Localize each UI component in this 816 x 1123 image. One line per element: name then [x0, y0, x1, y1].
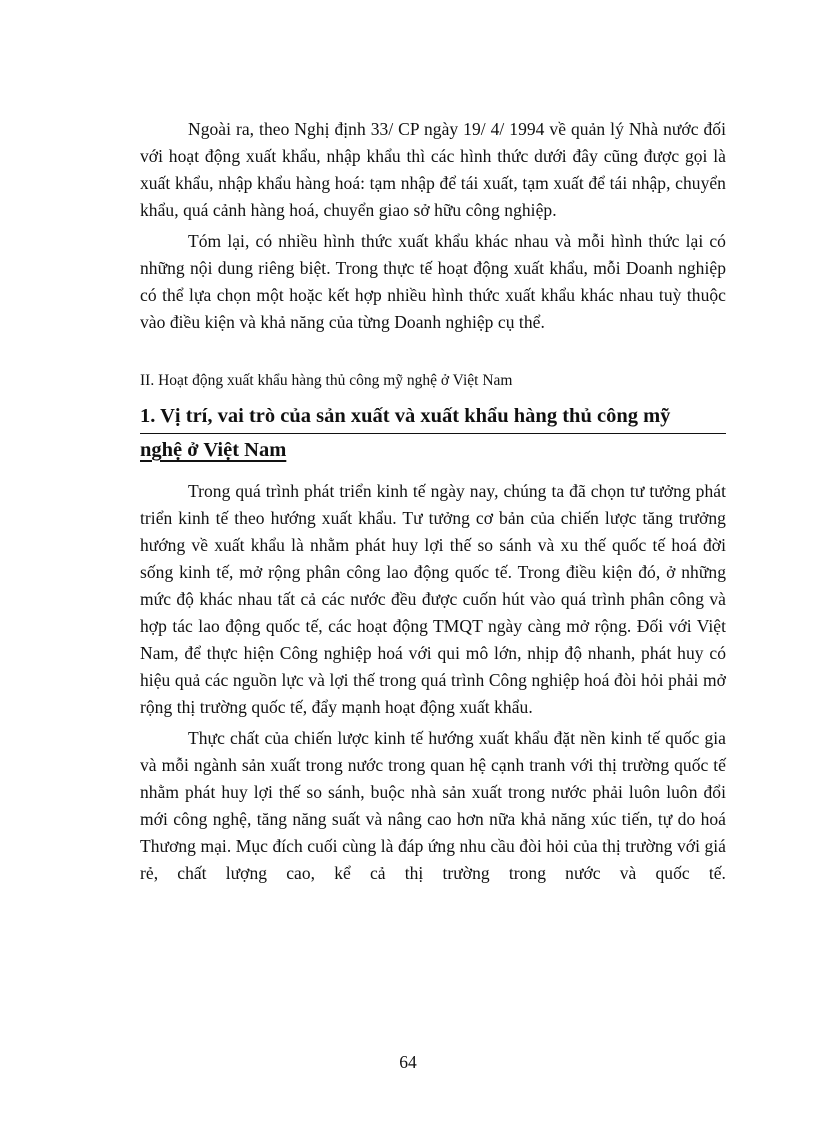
paragraph-export-strategy: Trong quá trình phát triển kinh tế ngày nay, chúng ta đã chọn tư tưởng phát triển kinh tế theo hướng xuất khẩu. Tư tưởng cơ bản của chiến lược tăng trưởng hướng về xuất khẩu là nhằm phát huy lợi thế so sánh và xu thế quốc tế hoá đời sống kinh tế, mở rộng phân công lao động quốc tế. Trong điều kiện đó, ở những mức độ khác nhau tất cả các nước đều được cuốn hút vào quá trình phân công và hợp tác lao động quốc tế, các hoạt động TMQT ngày càng mở rộng. Đối với Việt Nam, để thực hiện Công nghiệp hoá với qui mô lớn, nhịp độ nhanh, phát huy có hiệu quả các nguồn lực và lợi thế trong quá trình Công nghiệp hoá đòi hỏi phải mở rộng thị trường quốc tế, đẩy mạnh hoạt động xuất khẩu.: [140, 481, 726, 717]
section-heading: [140, 400, 726, 466]
page-number: 64: [399, 1052, 417, 1072]
heading-line-1: 1. Vị trí, vai trò của sản xuất và xuất khẩu hàng thủ công mỹ: [140, 400, 726, 434]
heading-line-2: nghệ ở Việt Nam: [140, 439, 287, 461]
paragraph-export-essence: Thực chất của chiến lược kinh tế hướng xuất khẩu đặt nền kinh tế quốc gia và mỗi ngành sản xuất trong nước trong quan hệ cạnh tranh với thị trường quốc tế nhằm phát huy lợi thế so sánh, buộc nhà sản xuất trong nước phải luôn luôn đổi mới công nghệ, tăng năng suất và nâng cao hơn nữa khả năng xúc tiến, tự do hoá Thương mại. Mục đích cuối cùng là đáp ứng nhu cầu đòi hỏi của thị trường với giá rẻ, chất lượng cao, kể cả thị trường trong nước và quốc tế.: [140, 728, 726, 883]
section-label: II. Hoạt động xuất khẩu hàng thủ công mỹ nghệ ở Việt Nam: [140, 372, 513, 389]
paragraph-summary: Tóm lại, có nhiều hình thức xuất khẩu khác nhau và mỗi hình thức lại có những nội dung riêng biệt. Trong thực tế hoạt động xuất khẩu, mỗi Doanh nghiệp có thể lựa chọn một hoặc kết hợp nhiều hình thức xuất khẩu khác nhau tuỳ thuộc vào điều kiện và khả năng của từng Doanh nghiệp cụ thể.: [140, 231, 726, 332]
page-content: [140, 116, 726, 891]
paragraph-decree: Ngoài ra, theo Nghị định 33/ CP ngày 19/ 4/ 1994 về quản lý Nhà nước đối với hoạt động xuất khẩu, nhập khẩu thì các hình thức dưới đây cũng được gọi là xuất khẩu, nhập khẩu hàng hoá: tạm nhập để tái xuất, tạm xuất để tái nhập, chuyển khẩu, quá cảnh hàng hoá, chuyển giao sở hữu công nghiệp.: [140, 119, 726, 220]
